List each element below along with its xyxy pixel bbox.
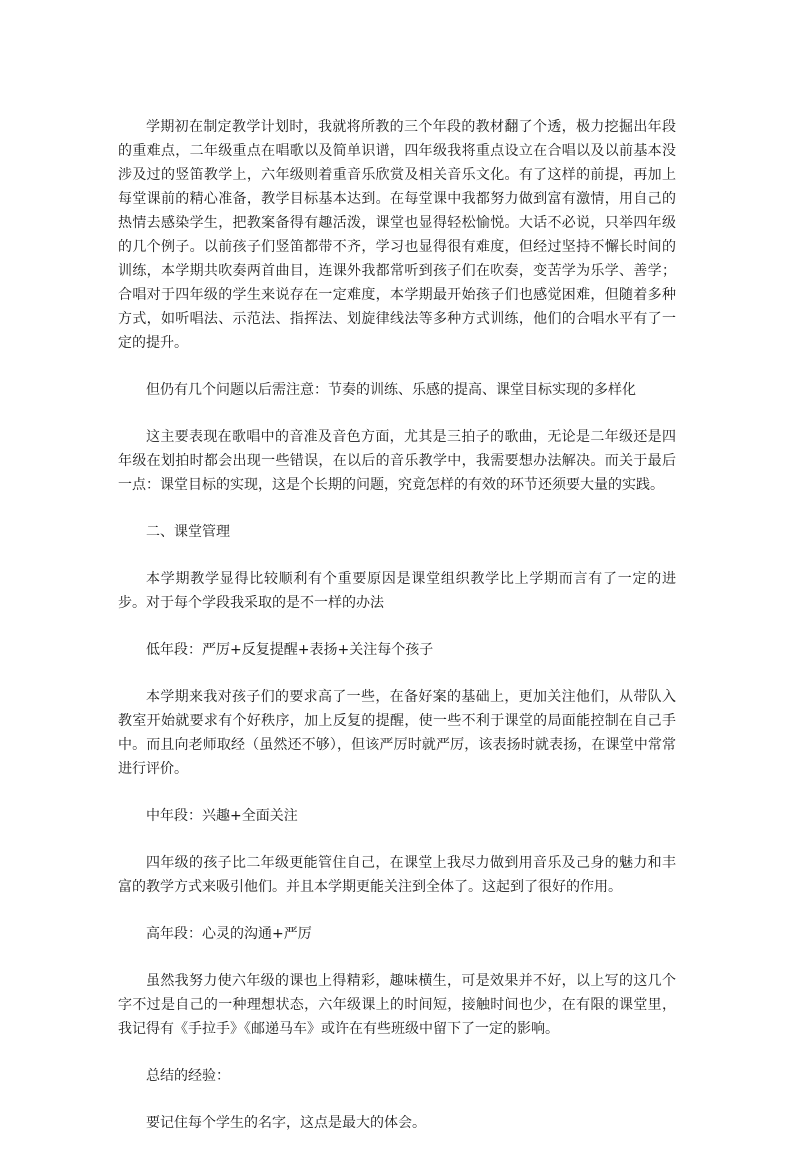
paragraph-classroom-organization: 本学期教学显得比较顺利有个重要原因是课堂组织教学比上学期而言有了一定的进步。对于每个学段我采取的是不一样的办法 [118, 571, 676, 611]
subheading-upper-grades: 高年段：心灵的沟通+严厉 [146, 926, 312, 942]
subheading-summary-experience: 总结的经验： [146, 1068, 230, 1084]
paragraph-singing-issues: 这主要表现在歌唱中的音准及音色方面，尤其是三拍子的歌曲，无论是二年级还是四年级在划拍时都会出现一些错误，在以后的音乐教学中，我需要想办法解决。而关于最后一点：课堂目标的实现，这是个长期的问题，究竟怎样的有效的环节还须要大量的实践。 [118, 429, 676, 493]
paragraph-issues-heading: 但仍有几个问题以后需注意：节奏的训练、乐感的提高、课堂目标实现的多样化 [146, 382, 636, 398]
section-heading-classroom-management: 二、课堂管理 [146, 524, 230, 540]
paragraph-middle-grades: 四年级的孩子比二年级更能管住自己，在课堂上我尽力做到用音乐及己身的魅力和丰富的教学方式来吸引他们。并且本学期更能关注到全体了。这起到了很好的作用。 [118, 855, 676, 895]
paragraph-upper-grades: 虽然我努力使六年级的课也上得精彩，趣味横生，可是效果并不好，以上写的这几个字不过是自己的一种理想状态，六年级课上的时间短，接触时间也少，在有限的课堂里，我记得有《手拉手》《邮递马车》或许在有些班级中留下了一定的影响。 [118, 973, 676, 1037]
subheading-lower-grades: 低年段：严厉+反复提醒+表扬+关注每个孩子 [146, 642, 434, 658]
document-body [118, 115, 676, 1158]
subheading-middle-grades: 中年段：兴趣+全面关注 [146, 808, 298, 824]
paragraph-summary: 要记住每个学生的名字，这点是最大的体会。 [146, 1115, 426, 1131]
paragraph-teaching-plan: 学期初在制定教学计划时，我就将所教的三个年段的教材翻了个透，极力挖掘出年段的重难点，二年级重点在唱歌以及简单识谱，四年级我将重点设立在合唱以及以前基本没涉及过的竖笛教学上，六年级则着重音乐欣赏及相关音乐文化。有了这样的前提，再加上每堂课前的精心准备，教学目标基本达到。在每堂课中我都努力做到富有激情，用自己的热情去感染学生，把教案备得有趣活泼，课堂也显得轻松愉悦。大话不必说，只举四年级的几个例子。以前孩子们竖笛都带不齐，学习也显得很有难度，但经过坚持不懈长时间的训练，本学期共吹奏两首曲目，连课外我都常听到孩子们在吹奏，变苦学为乐学、善学；合唱对于四年级的学生来说存在一定难度，本学期最开始孩子们也感觉困难，但随着多种方式，如听唱法、示范法、指挥法、划旋律线法等多种方式训练，他们的合唱水平有了一定的提升。 [118, 119, 676, 351]
paragraph-lower-grades: 本学期来我对孩子们的要求高了一些，在备好案的基础上，更加关注他们，从带队入教室开始就要求有个好秩序，加上反复的提醒，使一些不利于课堂的局面能控制在自己手中。而且向老师取经（虽然还不够），但该严厉时就严厉，该表扬时就表扬，在课堂中常常进行评价。 [118, 689, 676, 777]
